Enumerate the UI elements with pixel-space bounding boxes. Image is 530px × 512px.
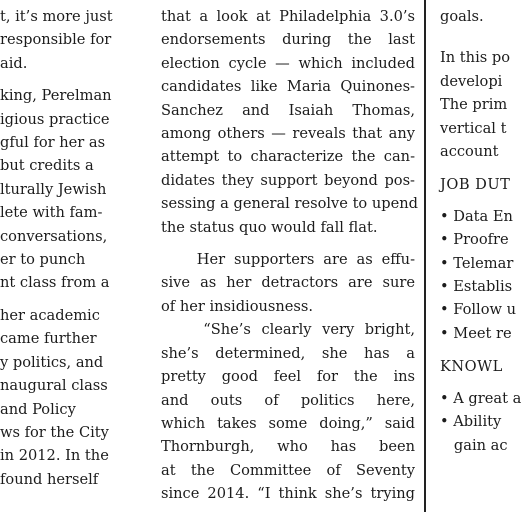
text-line: pretty good feel for the ins bbox=[161, 368, 415, 386]
text-line: vertical t bbox=[440, 119, 507, 137]
text-line: that a look at Philadelphia 3.0’s bbox=[161, 8, 415, 25]
text-line: since 2014. “I think she’s trying bbox=[161, 485, 415, 503]
text-line: t, it’s more just bbox=[0, 8, 113, 25]
text-line: Her supporters are as effu- bbox=[161, 251, 415, 269]
text-line: account bbox=[440, 143, 499, 161]
text-line: goals. bbox=[440, 8, 484, 25]
text-line: igious practice bbox=[0, 110, 110, 128]
list-item: • Data En bbox=[440, 207, 513, 225]
text-line: in 2012. In the bbox=[0, 447, 109, 465]
text-line: found herself bbox=[0, 470, 99, 488]
text-line: gful for her as bbox=[0, 134, 106, 152]
text-line: developi bbox=[440, 72, 503, 90]
list-item: • Follow u bbox=[440, 301, 517, 319]
text-line: king, Perelman bbox=[0, 87, 112, 105]
text-line: sessing a general resolve to upend bbox=[161, 195, 418, 213]
text-line: candidates like Maria Quinones- bbox=[161, 78, 415, 96]
list-item: • Meet re bbox=[440, 324, 512, 342]
text-line: election cycle — which included bbox=[161, 54, 415, 72]
text-line: “She’s clearly very bright, bbox=[161, 321, 415, 339]
article-middle-column bbox=[161, 0, 418, 506]
text-line: responsible for bbox=[0, 31, 112, 49]
text-line: the status quo would fall flat. bbox=[161, 218, 378, 236]
text-line: came further bbox=[0, 330, 97, 348]
text-line: nt class from a bbox=[0, 274, 110, 292]
text-line: Thornburgh, who has been bbox=[161, 438, 415, 456]
text-line: Sanchez and Isaiah Thomas, bbox=[161, 101, 415, 119]
list-item: • Establis bbox=[440, 278, 513, 296]
list-item: • Telemar bbox=[440, 254, 514, 272]
text-line: The prim bbox=[440, 96, 508, 114]
text-line: her academic bbox=[0, 306, 100, 324]
text-line: endorsements during the last bbox=[161, 31, 415, 49]
job-duties-heading: JOB DUT bbox=[440, 176, 511, 194]
list-item: • A great a bbox=[440, 389, 522, 407]
text-line: but credits a bbox=[0, 157, 94, 175]
article-left-column bbox=[0, 0, 152, 491]
text-line: lturally Jewish bbox=[0, 180, 107, 198]
text-line: among others — reveals that any bbox=[161, 125, 415, 143]
text-line: ws for the City bbox=[0, 423, 109, 441]
text-line: attempt to characterize the can- bbox=[161, 148, 415, 166]
text-line: didates they support beyond pos- bbox=[161, 171, 415, 189]
list-item: gain ac bbox=[440, 436, 508, 454]
text-line: at the Committee of Seventy bbox=[161, 461, 415, 479]
text-line: conversations, bbox=[0, 227, 108, 245]
text-line: naugural class bbox=[0, 377, 108, 395]
text-line: aid. bbox=[0, 54, 28, 72]
job-listing-column bbox=[440, 0, 530, 457]
text-line: er to punch bbox=[0, 251, 86, 269]
text-line: In this po bbox=[440, 49, 510, 67]
column-divider bbox=[424, 0, 426, 512]
text-line: y politics, and bbox=[0, 353, 104, 371]
text-line: sive as her detractors are sure bbox=[161, 274, 415, 292]
text-line: of her insidiousness. bbox=[161, 297, 314, 315]
text-line: which takes some doing,” said bbox=[161, 414, 415, 432]
text-line: and outs of politics here, bbox=[161, 391, 415, 409]
knowledge-heading: KNOWL bbox=[440, 358, 503, 376]
text-line: and Policy bbox=[0, 400, 76, 418]
text-line: lete with fam- bbox=[0, 204, 103, 222]
list-item: • Proofre bbox=[440, 231, 509, 249]
list-item: • Ability bbox=[440, 413, 502, 431]
text-line: she’s determined, she has a bbox=[161, 344, 415, 362]
